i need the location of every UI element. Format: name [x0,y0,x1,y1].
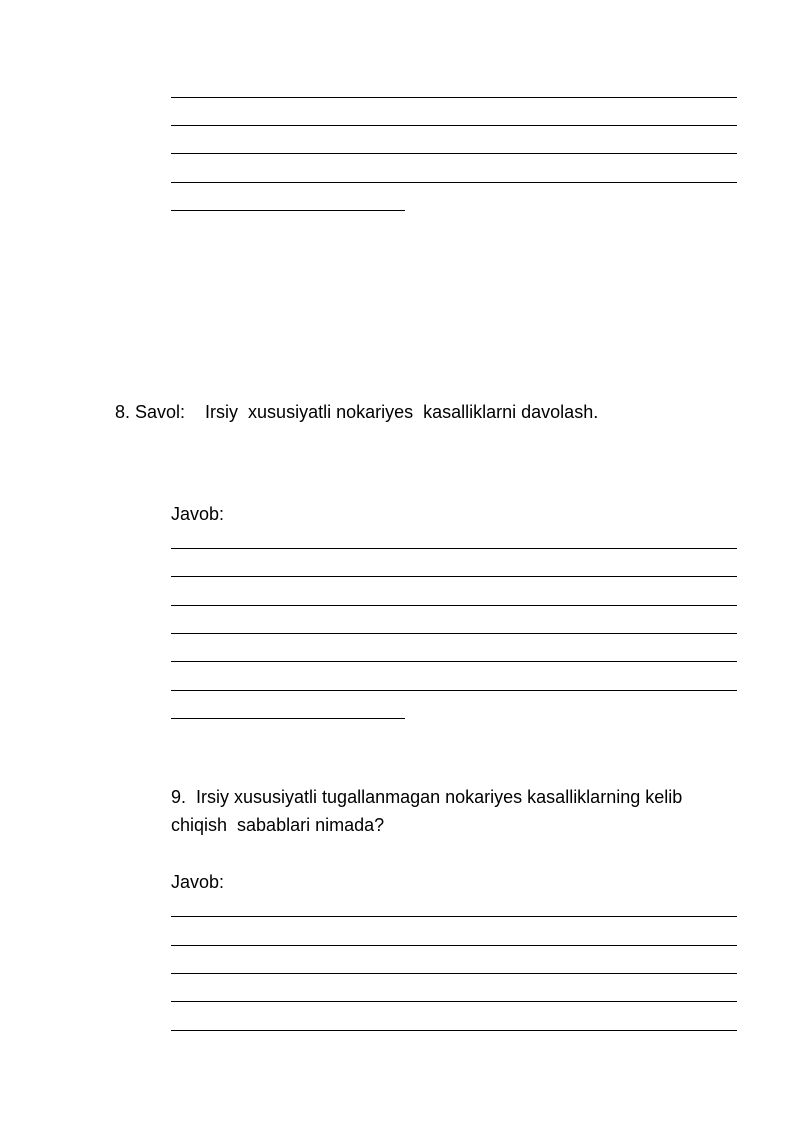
answer-8-line [171,548,737,549]
answer-9-line [171,1030,737,1031]
question-8 [115,398,598,426]
answer-line-short [171,210,405,211]
answer-8-label: Javob: [171,504,225,524]
question-8-text: Irsiy xususiyatli nokariyes kasalliklarni davolash. [205,402,599,422]
answer-9-line [171,945,737,946]
answer-9-line [171,973,737,974]
answer-line [171,97,737,98]
question-8-number: 8. Savol: [115,402,186,422]
answer-9-line [171,916,737,917]
answer-line [171,182,737,183]
answer-9-line [171,1001,737,1002]
answer-9-label: Javob: [171,872,225,892]
answer-line [171,153,737,154]
answer-8-line [171,633,737,634]
answer-8-line [171,605,737,606]
answer-8-line-short [171,718,405,719]
question-9 [171,783,737,839]
answer-8-line [171,576,737,577]
answer-line [171,125,737,126]
question-9-line-2: chiqish sabablari nimada? [171,815,385,835]
question-9-line-1: 9. Irsiy xususiyatli tugallanmagan nokariyes kasalliklarning kelib [171,787,683,807]
answer-8-line [171,690,737,691]
answer-8-line [171,661,737,662]
